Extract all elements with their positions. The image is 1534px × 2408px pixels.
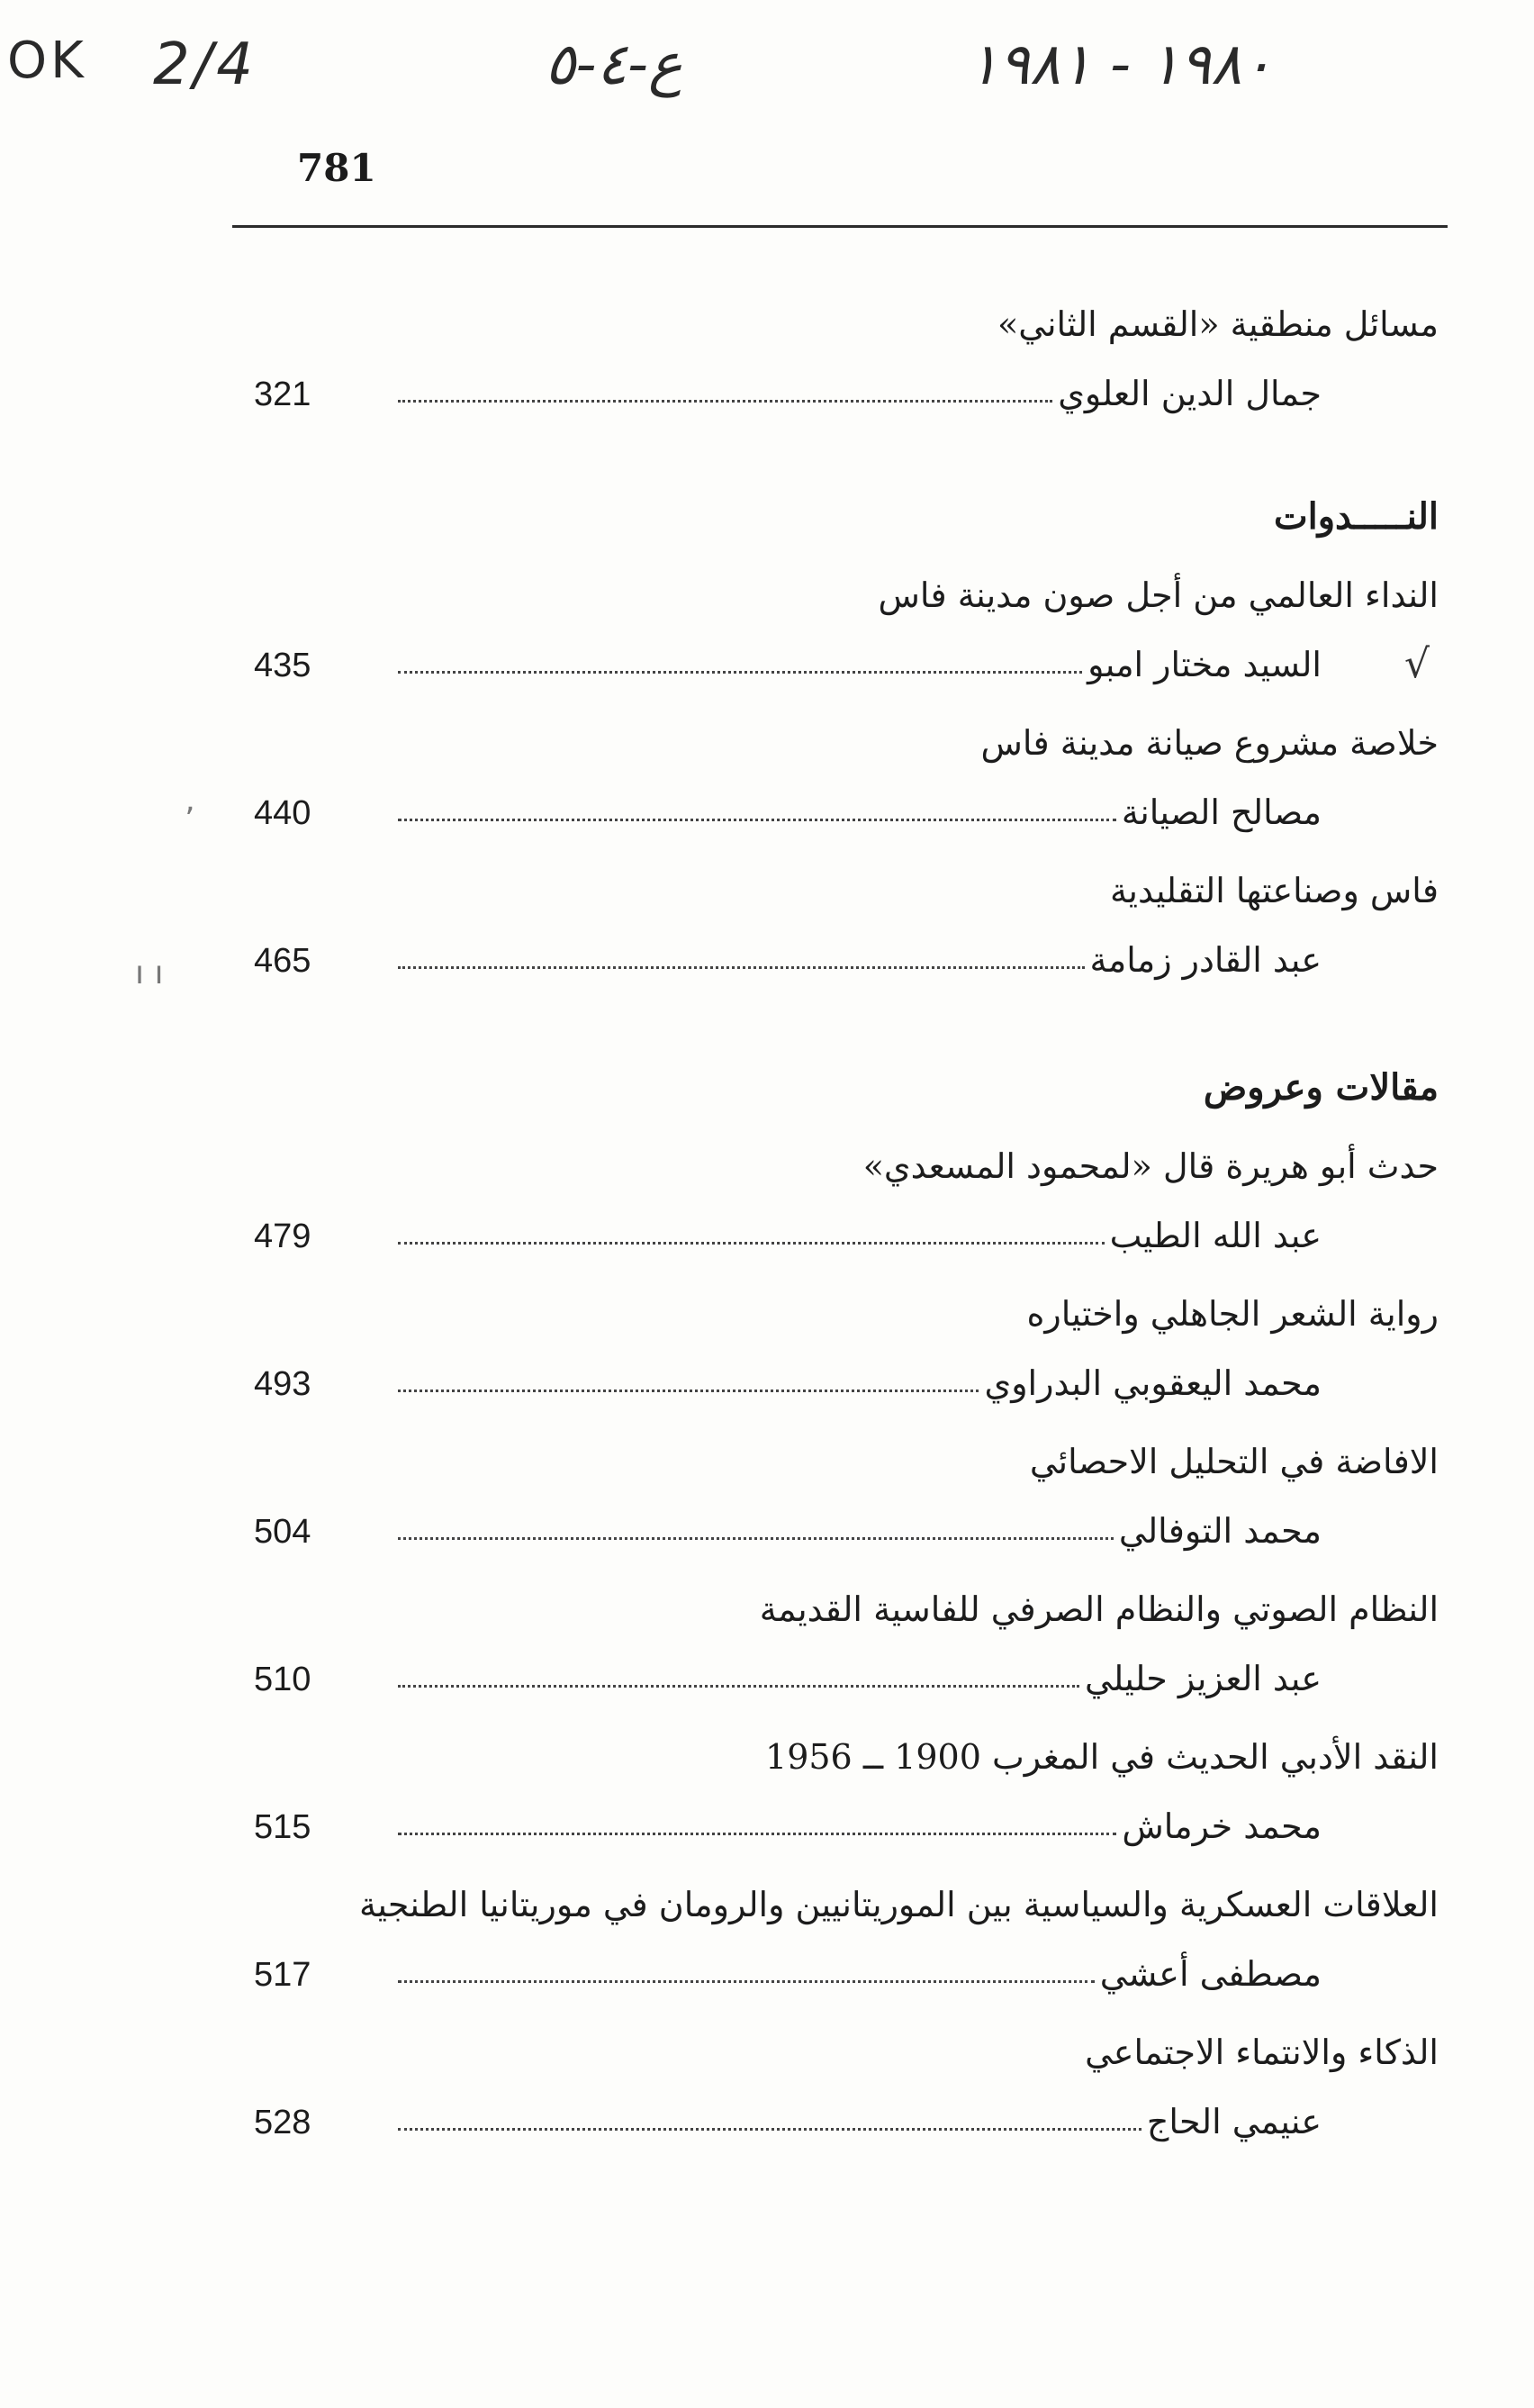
entry-title: حدث أبو هريرة قال «لمحمود المسعدي» bbox=[862, 1146, 1439, 1186]
toc-entry-line bbox=[232, 1789, 1439, 1863]
entry-title: الافاضة في التحليل الاحصائي bbox=[1029, 1442, 1439, 1481]
toc-entry-line bbox=[232, 1346, 1439, 1420]
margin-pencil-mark: ı ı bbox=[135, 955, 164, 991]
dot-leader bbox=[398, 819, 1116, 821]
entry-page-number: 504 bbox=[254, 1513, 311, 1551]
entry-page-number: 517 bbox=[254, 1956, 311, 1994]
checkmark-icon: √ bbox=[1403, 641, 1430, 687]
section-heading: مقالات وعروض bbox=[1203, 1066, 1439, 1109]
dot-leader bbox=[398, 1242, 1105, 1245]
entry-author: عبد القادر زمامة bbox=[1089, 940, 1322, 980]
entry-author: عنيمي الحاج bbox=[1146, 2102, 1322, 2141]
section-heading: النـــــدوات bbox=[1273, 495, 1439, 538]
entry-title: النظام الصوتي والنظام الصرفي للفاسية القديمة bbox=[759, 1589, 1439, 1629]
entry-title: العلاقات العسكرية والسياسية بين الموريتانيين والرومان في موريتانيا الطنجية bbox=[359, 1885, 1439, 1924]
entry-author: عبد الله الطيب bbox=[1109, 1216, 1322, 1255]
dot-leader bbox=[398, 2128, 1141, 2131]
toc-entry-line bbox=[232, 775, 1439, 849]
entry-title: فاس وصناعتها التقليدية bbox=[1110, 871, 1439, 910]
toc-entry-line bbox=[232, 1199, 1439, 1272]
entry-author: عبد العزيز حليلي bbox=[1084, 1659, 1322, 1698]
toc-entry-line bbox=[232, 1494, 1439, 1568]
page-number: 781 bbox=[297, 146, 376, 190]
entry-title: الذكاء والانتماء الاجتماعي bbox=[1085, 2032, 1439, 2072]
entry-title: النقد الأدبي الحديث في المغرب 1900 ــ 1956 bbox=[765, 1737, 1439, 1777]
dot-leader bbox=[398, 966, 1085, 969]
handwritten-volume-note: 2/4 bbox=[153, 32, 257, 98]
dot-leader bbox=[398, 1833, 1116, 1835]
dot-leader bbox=[398, 1390, 979, 1392]
margin-pencil-mark: ʼ bbox=[185, 801, 195, 838]
toc-entry-line bbox=[232, 923, 1439, 997]
entry-page-number: 465 bbox=[254, 942, 311, 980]
entry-page-number: 515 bbox=[254, 1808, 311, 1846]
toc-entry-line bbox=[232, 2085, 1439, 2159]
entry-author: محمد التوفالي bbox=[1118, 1511, 1322, 1551]
header-rule bbox=[232, 225, 1448, 228]
entry-page-number: 493 bbox=[254, 1365, 311, 1403]
handwritten-years-note: ١٩٨٠ - ١٩٨١ bbox=[968, 32, 1273, 98]
entry-title: خلاصة مشروع صيانة مدينة فاس bbox=[980, 723, 1439, 763]
dot-leader bbox=[398, 1537, 1114, 1540]
entry-page-number: 440 bbox=[254, 794, 311, 832]
dot-leader bbox=[398, 1980, 1095, 1983]
entry-author: مصطفى أعشي bbox=[1099, 1954, 1322, 1994]
entry-page-number: 510 bbox=[254, 1661, 311, 1698]
toc-entry-line bbox=[232, 357, 1439, 430]
entry-page-number: 479 bbox=[254, 1218, 311, 1255]
handwritten-issue-note: ع-٤-٥ bbox=[545, 32, 683, 98]
toc-entry-line bbox=[232, 1642, 1439, 1715]
entry-author: مصالح الصيانة bbox=[1121, 792, 1322, 832]
dot-leader bbox=[398, 400, 1052, 403]
toc-entry-line bbox=[232, 628, 1439, 702]
entry-title: رواية الشعر الجاهلي واختياره bbox=[1026, 1294, 1439, 1334]
entry-author: جمال الدين العلوي bbox=[1058, 374, 1322, 413]
dot-leader bbox=[398, 1685, 1079, 1688]
entry-author: السيد مختار امبو bbox=[1087, 645, 1322, 684]
entry-title: مسائل منطقية «القسم الثاني» bbox=[997, 304, 1439, 344]
entry-author: محمد خرماش bbox=[1122, 1806, 1322, 1846]
dot-leader bbox=[398, 671, 1082, 674]
table-of-contents bbox=[232, 270, 1439, 2159]
entry-page-number: 435 bbox=[254, 647, 311, 684]
entry-page-number: 321 bbox=[254, 376, 311, 413]
handwritten-ok-mark: OK bbox=[7, 32, 87, 90]
toc-entry-line bbox=[232, 1937, 1439, 2011]
entry-author: محمد اليعقوبي البدراوي bbox=[984, 1363, 1322, 1403]
entry-title: النداء العالمي من أجل صون مدينة فاس bbox=[878, 575, 1439, 615]
entry-page-number: 528 bbox=[254, 2104, 311, 2141]
